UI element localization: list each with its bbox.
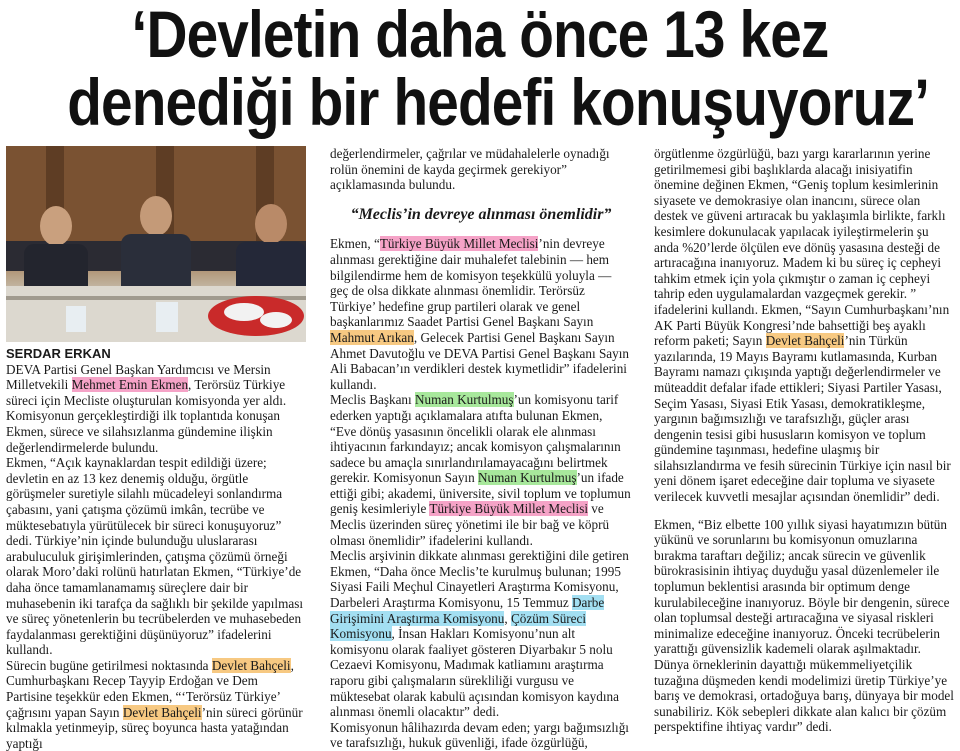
text: Ekmen, “ — [330, 236, 380, 252]
highlight-name: Mehmet Emin Ekmen — [71, 377, 189, 393]
headline-line-1: ‘Devletin daha önce 13 kez — [131, 0, 829, 71]
column-1 — [6, 346, 306, 751]
text: Meclis Başkanı — [330, 392, 415, 408]
meeting-photo — [6, 146, 306, 342]
text: , Terörsüz Türkiye süreci için Mecliste oluşturulan komisyonda yer aldı. Komisyonun gerçekleştirdiği ilk toplantıda konuşan Ekmen, sürece ve silahsızlanma gündemine ilişkin değerlendirmelerde bulundu. — [6, 377, 287, 455]
paragraph: Ekmen, “Biz elbette 100 yıllık siyasi hayatımızın bütün yükünü ve sorunlarını bu komisyonun omuzlarına bırakma taraftarı değiliz; ancak sürecin ve güvenlik bürokrasisinin ihtiyaç duyduğu yasal düzenlemeler ile toplumun beklentisi arasında bir optimum denge kurulabileceğine inanıyoruz. Böyle bir dengenin, sürece olan toplumsal desteği artıracağına ve siyasal riskleri minimalize edeceğine inanıyoruz. Önceki tecrübelerin yarattığı güvensizlik kademeli olarak aşılmaktadır. Dünya örneklerinin dayattığı mükemmeliyetçilik tuzağına düşmeden kendi modelimizi üretip Türkiye’ye barış ve demokrasi, ortadoğuya barış, dünyaya bir model sunabiliriz. Kök sebepleri dikkate alan kalıcı bir çözüm perspektifine ihtiyaç vardır” dedi. — [654, 516, 954, 735]
article-headline — [67, 0, 930, 139]
paragraph — [6, 658, 306, 751]
highlight-name: Numan Kurtulmuş — [477, 470, 577, 486]
paragraph — [330, 548, 632, 720]
paragraph — [6, 362, 306, 456]
headline-line-2: denediği bir hedefi konuşuyoruz’ — [67, 65, 930, 139]
meeting-photo-icon — [6, 146, 306, 342]
text: ’nin devreye alınması gerektiğine dair muhalefet talebinin — hem bilgilendirme hem de komisyon teşekkülü yoluyla — geç de olsa dikkate alınması önemlidir. Terörsüz Türkiye’ hedefine grup partileri olarak ve genel başkanlarımız Saadet Partisi Genel Başkanı Sayın — [330, 236, 612, 330]
text: , — [504, 610, 511, 626]
highlight-name: Mahmut Arıkan — [330, 329, 414, 345]
text: örgütlenme özgürlüğü, bazı yargı kararlarının yerine getirilmemesi gibi başlıklarda alacağı inisiyatifin önemine değinen Ekmen, “Geniş toplum kesimlerinin siyasete ve demokrasiye olan inancını, sürece olan destek ve güveni artıracak bu yaklaşımla birlikte, farklı kesimlere dokunulacak yapılacak iyileştirmelerin şu anda %20’lerde ölçülen eve dönüş yasasına desteği de artıracağına inanıyoruz. Madem ki bu süreç iç cepheyi tahkim etmek için yola çıkmıştır o zaman iç cepheyi tahrip eden uygulamalardan vazgeçmek gerekir. ” ifadelerini kullandı. Ekmen, “Sayın Cumhurbaşkanı’nın AK Parti Büyük Kongresi’nde bahsettiği beş ayaklı reform paketi; Sayın — [654, 146, 950, 349]
highlight-name: Darbe Girişimini Araştırma Komisyonu — [330, 595, 605, 626]
paragraph — [330, 392, 632, 548]
highlight-name: Devlet Bahçeli — [211, 657, 291, 673]
highlight-name: Türkiye Büyük Millet Meclisi — [429, 501, 588, 517]
highlight-name: Çözüm Süreci Komisyonu — [330, 610, 587, 642]
paragraph: Ekmen, “Açık kaynaklardan tespit edildiği üzere; devletin en az 13 kez denemiş olduğu, örgütle görüşmeler suretiyle silahlı mücadeleyi sonlandırma çabasını, yani çatışma çözümü imkân, tecrübe ve müktesebatıyla yürütülecek bir süreci konuşuyoruz” dedi. Türkiye’nin içinde bulunduğu uluslararası arabuluculuk girişimlerinden, çatışma çözümü örneği olarak Moro’daki rolünü hatırlatan Ekmen, “Türkiye’de daha önce tamamlanamamış süreçlere dair bir muhasebenin iki tarafça da sağlıklı bir şekilde yapılması ve süreç yönetenlerin bu tecrübelerden ve muhasebeden faydalanması gerektiğini düşünüyoruz” ifadelerini kullandı. — [6, 455, 303, 658]
text: ’nin Türkün yazılarında, 19 Mayıs Bayramı kutlamasında, Kurban Bayramı namazı çıkışında yaptığı değerlendirmeler ve müteaddit defalar ifade ettikleri; Siyasi Partiler Yasası, Seçim Yasası, Siyasi Etik Yasası, demokratikleşme, yargının bağımsızlığı ve tarafsızlığı, güçler arası dengenin tesisi gibi hususların komisyon ve toplum gündemine taşınması, hedefine ulaşmış bir silahsızlandırma ve fesih sürecinin Türkiye için nasıl bir yeni dönem işaret edeceğine dair topluma ve siyasete verilecek kuvvetli mesajlar açısından önemlidir” dedi. — [654, 333, 951, 505]
column-3 — [654, 146, 954, 735]
text: , Cumhurbaşkanı Recep Tayyip Erdoğan ve Dem Partisine teşekkür eden Ekmen, “‘Terörsüz Türkiye’ çağrısını yapan Sayın — [6, 657, 294, 720]
column-2 — [330, 146, 632, 751]
text: Meclis arşivinin dikkate alınması gerektiğini dile getiren Ekmen, “Daha önce Meclis’te kurulmuş bulunan; 1995 Siyasi Faili Meçhul Cinayetleri Araştırma Komisyonu, Darbeleri Araştırma Komisyonu, 15 Temmuz — [330, 548, 629, 611]
text: ’un ifade ettiği gibi; akademi, üniversite, sivil toplum ve toplumun geniş kesimleriyle — [330, 470, 631, 517]
text: ’nin süreci görünür kılmakla yetinmeyip, süreç boyunca hasta yatağından yaptığı — [6, 704, 303, 751]
text: Sürecin bugüne getirilmesi noktasında — [6, 657, 212, 673]
paragraph — [654, 146, 954, 505]
paragraph-gap — [654, 505, 954, 517]
paragraph — [330, 236, 632, 392]
text: , İnsan Hakları Komisyonu’nun alt komisyonu olarak faaliyet gösteren Diyarbakır 5 nolu Cezaevi Komisyonu, Madımak katliamını araştırma raporu gibi çalışmaların sürekliliği vurgusu ve müktesebat olarak kabulü açısından komisyon kaydına alınması önemli olacaktır” dedi. — [330, 626, 619, 720]
paragraph: değerlendirmeler, çağrılar ve müdahalelerle oynadığı rolün önemini de kayda geçirmek gerekiyor” açıklamasında bulundu. — [330, 146, 610, 193]
text: ve Meclis üzerinden süreç yönetimi ile bir bağ ve köprü olması önemlidir” ifadelerini kullandı. — [330, 501, 610, 548]
paragraph: Komisyonun hâlihazırda devam eden; yargı bağımsızlığı ve tarafsızlığı, hukuk güvenliği, ifade özgürlüğü, — [330, 719, 629, 751]
highlight-name: Devlet Bahçeli — [122, 704, 202, 720]
highlight-name: Devlet Bahçeli — [765, 333, 845, 349]
text: , Gelecek Partisi Genel Başkanı Sayın Ahmet Davutoğlu ve DEVA Partisi Genel Başkanı Sayın Ali Babacan’ın verdikleri destek kıymetlidir” ifadelerini kullandı. — [330, 329, 630, 392]
section-subheading: “Meclis’in devreye alınması önemlidir” — [350, 205, 612, 223]
text: DEVA Partisi Genel Başkan Yardımcısı ve Mersin Milletvekili — [6, 361, 271, 393]
text: ’un komisyonu tarif ederken yaptığı açıklamalara atıfta bulunan Ekmen, “Eve dönüş yasasının öncelikli olarak ele alınması ihtiyacının farkındayız; ancak komisyon çalışmalarının sadece bu amaçla sınırlandırılamayacağını belirtmek gerekir. Komisyonun Sayın — [330, 392, 621, 486]
byline: SERDAR ERKAN — [6, 346, 111, 361]
highlight-name: Türkiye Büyük Millet Meclisi — [379, 236, 539, 252]
highlight-name: Numan Kurtulmuş — [414, 392, 514, 408]
